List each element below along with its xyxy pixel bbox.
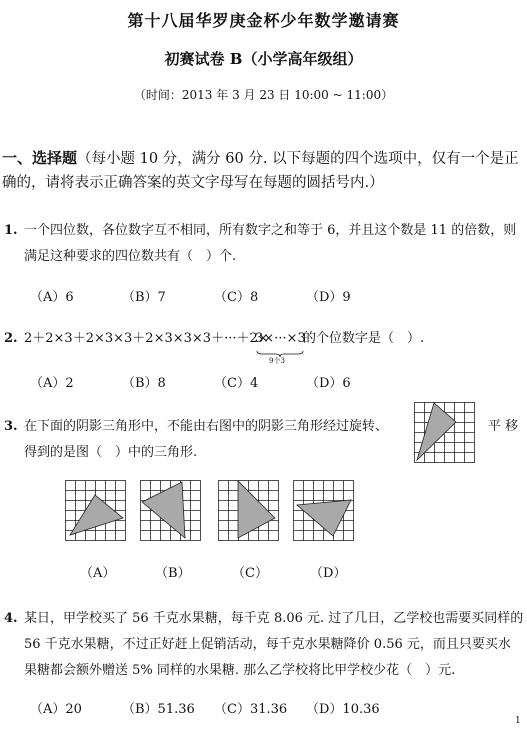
reference-grid-figure <box>414 402 476 464</box>
section-heading: 一、选择题 <box>2 149 78 167</box>
option-a: （A）6 <box>30 290 74 305</box>
question-number: 3. <box>4 419 18 434</box>
figure-label-c: （C） <box>232 566 268 581</box>
option-a: （A）2 <box>30 376 74 391</box>
question-number: 1. <box>4 223 18 238</box>
question-2-tail: 的个位数字是（ ）. <box>303 331 425 346</box>
question-number: 4. <box>4 611 18 626</box>
option-c: （C）31.36 <box>214 702 288 717</box>
grid-figure-b <box>140 480 202 542</box>
option-d: （D）10.36 <box>306 702 380 717</box>
page-subtitle: 初赛试卷 B（小学高年级组） <box>164 50 363 68</box>
option-a: （A）20 <box>30 702 82 717</box>
option-c: （C）8 <box>214 290 259 305</box>
question-3-line2: 得到的是图（ ）中的三角形. <box>24 445 198 460</box>
option-b: （B）51.36 <box>122 702 195 717</box>
question-4-line3: 果糖都会额外赠送 5% 同样的水果糖. 那么乙学校将比甲学校少花（ ）元. <box>24 663 456 678</box>
section-intro <box>2 146 522 195</box>
page-title: 第十八届华罗庚金杯少年数学邀请赛 <box>127 11 400 30</box>
question-1-line1: 一个四位数，各位数字互不相同，所有数字之和等于 6，并且这个数是 11 的倍数，则 <box>24 223 517 238</box>
grid-figure-d <box>293 480 355 542</box>
question-3-line1-end: 平 移 <box>488 419 519 434</box>
page-number: 1 <box>515 716 521 726</box>
question-3-line1: 在下面的阴影三角形中，不能由右图中的阴影三角形经过旋转、 <box>24 419 389 434</box>
question-2-expression: 2＋2×3＋2×3×3＋2×3×3×3＋···＋2× <box>24 331 269 346</box>
grid-figure-c <box>218 480 280 542</box>
figure-label-d: （D） <box>310 566 347 581</box>
option-d: （D）6 <box>306 376 351 391</box>
question-number: 2. <box>4 331 18 346</box>
question-4-line1: 某日，甲学校买了 56 千克水果糖，每千克 8.06 元. 过了几日，乙学校也需要买同样的 <box>24 611 524 626</box>
option-b: （B）8 <box>122 376 166 391</box>
option-c: （C）4 <box>214 376 259 391</box>
grid-figure-a <box>65 480 127 542</box>
figure-label-b: （B） <box>155 566 191 581</box>
exam-time: （时间：2013 年 3 月 23 日 10:00 ~ 11:00） <box>133 88 394 102</box>
question-2-braced-term: 3×···×3 <box>255 331 306 346</box>
option-d: （D）9 <box>306 290 351 305</box>
figure-label-a: （A） <box>80 566 116 581</box>
question-4-line2: 56 千克水果糖，不过正好赶上促销活动，每千克水果糖降价 0.56 元，而且只要买水 <box>24 637 511 652</box>
underbrace-label: 9个3 <box>269 357 285 365</box>
question-1-line2: 满足这种要求的四位数共有（ ）个. <box>24 249 237 264</box>
section-instructions: （每小题 10 分，满分 60 分. 以下每题的四个选项中，仅有一个是正确的，请将表示正确答案的英文字母写在每题的圆括号内.） <box>2 151 519 191</box>
option-b: （B）7 <box>122 290 166 305</box>
